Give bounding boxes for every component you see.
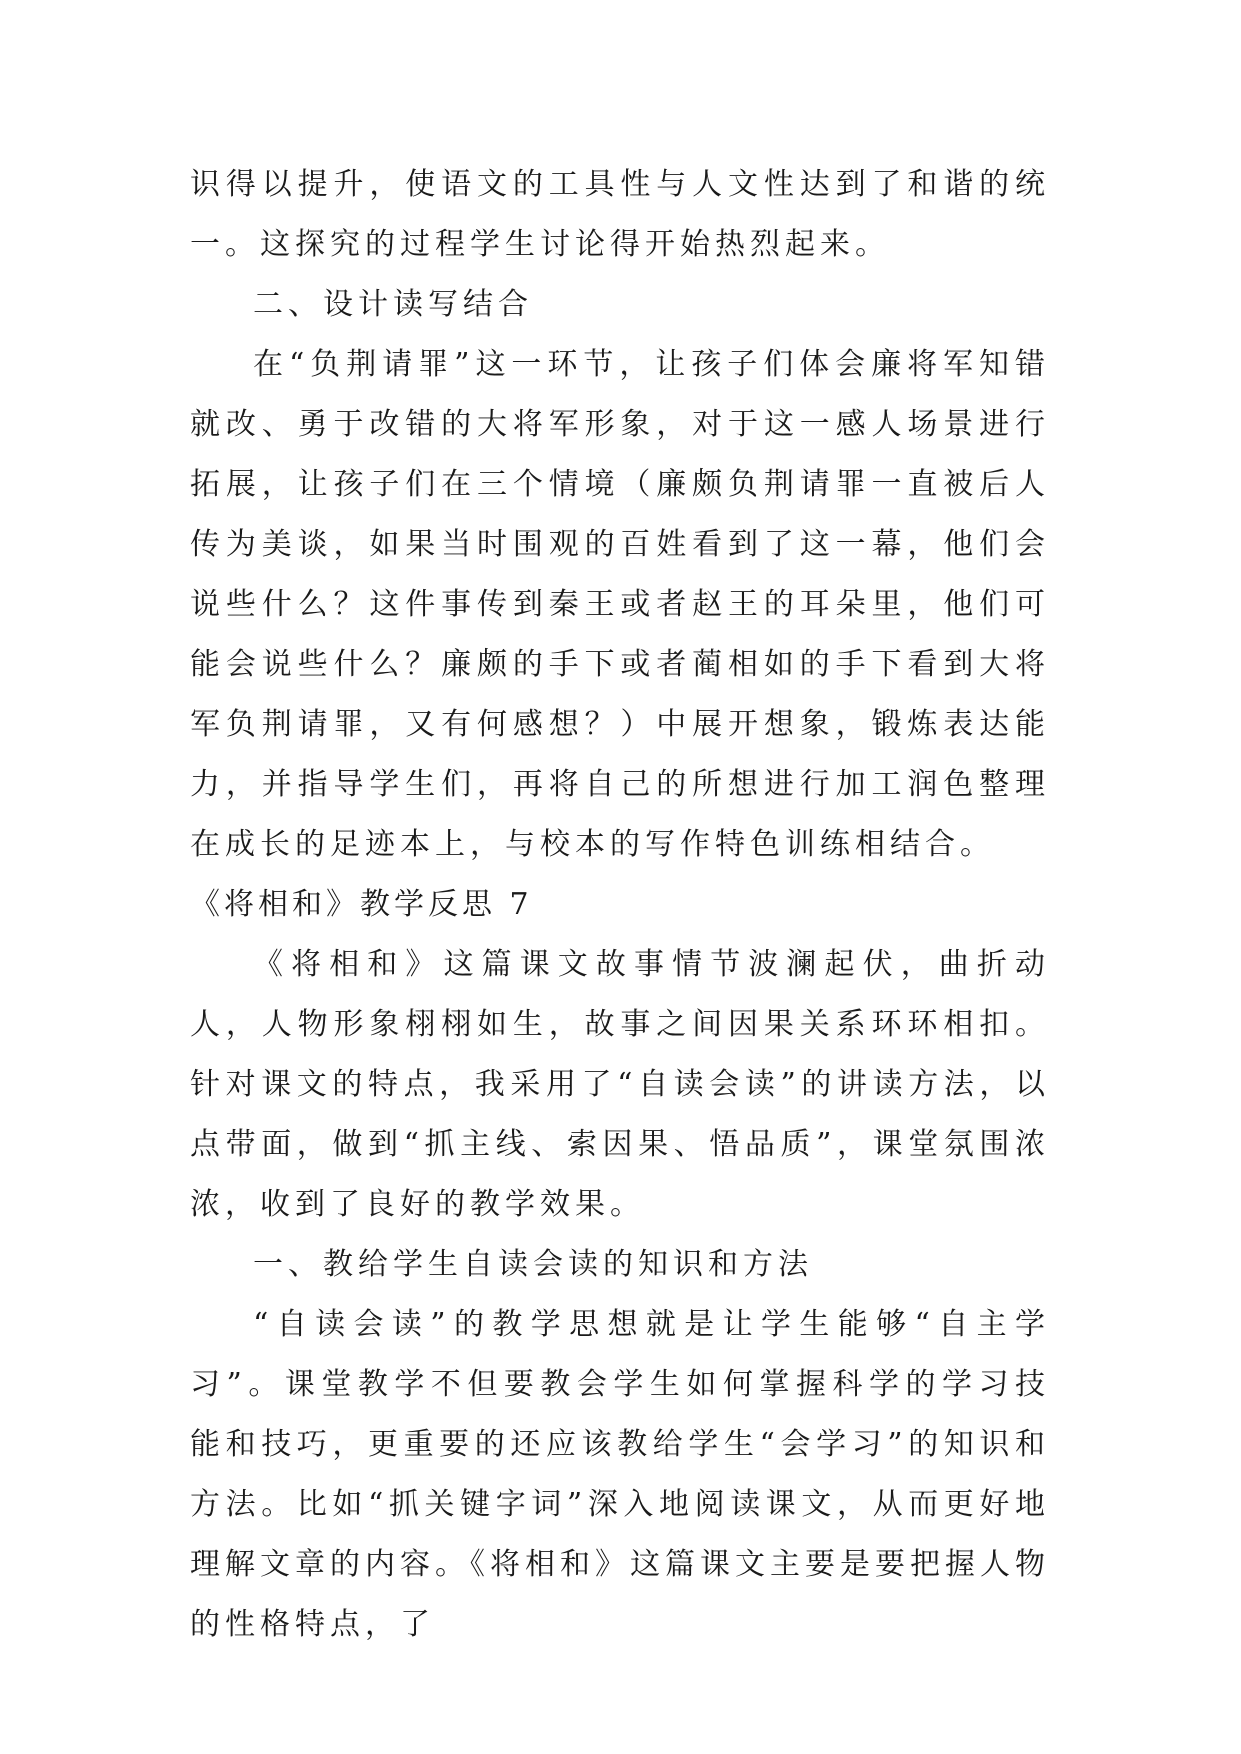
subheading-self-reading: 一、教给学生自读会读的知识和方法 (253, 1247, 813, 1282)
document-page (190, 155, 1050, 1655)
paragraph-self-reading-method: “自读会读”的教学思想就是让学生能够“自主学习”。课堂教学不但要教会学生如何掌握科学的学习技能和技巧，更重要的还应该教给学生“会学习”的知识和方法。比如“抓关键字词”深入地阅读课文，从而更好地理解文章的内容。《将相和》这篇课文主要是要把握人物的性格特点，了 (190, 1307, 1050, 1642)
section-title: 《将相和》教学反思 7 (190, 887, 533, 922)
paragraph-story-overview: 《将相和》这篇课文故事情节波澜起伏，曲折动人，人物形象栩栩如生，故事之间因果关系环环相扣。针对课文的特点，我采用了“自读会读”的讲读方法，以点带面，做到“抓主线、索因果、悟品质”，课堂氛围浓浓，收到了良好的教学效果。 (190, 947, 1050, 1222)
subheading-reading-writing: 二、设计读写结合 (253, 287, 533, 322)
paragraph-fujing-qingzui: 在“负荆请罪”这一环节，让孩子们体会廉将军知错就改、勇于改错的大将军形象，对于这一感人场景进行拓展，让孩子们在三个情境（廉颇负荆请罪一直被后人传为美谈，如果当时围观的百姓看到了这一幕，他们会说些什么？这件事传到秦王或者赵王的耳朵里，他们可能会说些什么？廉颇的手下或者蔺相如的手下看到大将军负荆请罪，又有何感想？）中展开想象，锻炼表达能力，并指导学生们，再将自己的所想进行加工润色整理在成长的足迹本上，与校本的写作特色训练相结合。 (190, 347, 1050, 862)
paragraph-intro: 识得以提升，使语文的工具性与人文性达到了和谐的统一。这探究的过程学生讨论得开始热烈起来。 (190, 167, 1050, 262)
